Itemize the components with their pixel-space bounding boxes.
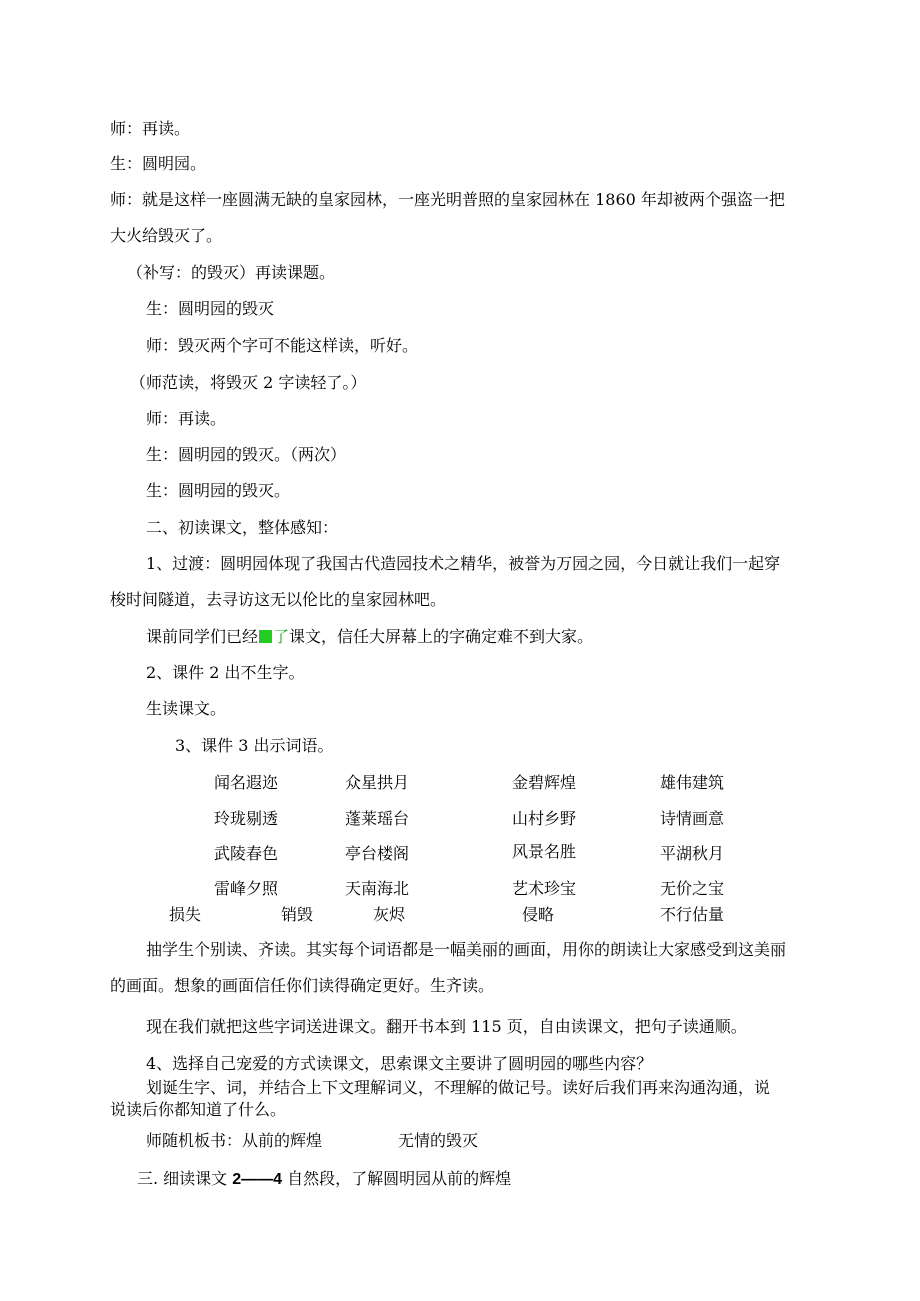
word-cell: 山村乡野 xyxy=(512,809,577,828)
word-cell: 亭台楼阁 xyxy=(345,844,410,863)
para-reading-aloud: 抽学生个别读、齐读。其实每个词语都是一幅美丽的画面，用你的朗读让大家感受到这美丽 xyxy=(146,940,787,959)
board-notes-left: 师随机板书：从前的辉煌 xyxy=(146,1131,323,1150)
line-student-once: 生：圆明园的毁灭。 xyxy=(146,481,291,500)
word-cell: 无价之宝 xyxy=(660,879,725,898)
heading-3-range: 2——4 xyxy=(232,1171,283,1188)
preview-text-start: 课前同学们已经 xyxy=(146,627,259,646)
line-supplement-note: （补写：的毁灭）再读课题。 xyxy=(127,263,336,282)
para-mark-words-cont: 说读后你都知道了什么。 xyxy=(110,1100,287,1119)
word-cell: 雄伟建筑 xyxy=(660,773,725,792)
word-cell: 平湖秋月 xyxy=(660,844,725,863)
board-notes-right: 无情的毁灭 xyxy=(398,1131,479,1150)
line-student-reading: 生：圆明园的毁灭 xyxy=(146,299,275,318)
word-cell: 闻名遐迩 xyxy=(214,773,279,792)
line-teacher-reread-2: 师：再读。 xyxy=(146,409,227,428)
word-cell: 风景名胜 xyxy=(512,842,577,861)
para-transition-cont: 梭时间隧道，去寻访这无以伦比的皇家园林吧。 xyxy=(110,590,447,609)
highlight-mark xyxy=(259,630,272,643)
section-heading-3 xyxy=(137,1169,511,1190)
line-teacher-demo-note: （师范读，将毁灭 2 字读轻了。） xyxy=(130,373,367,392)
para-reading-aloud-cont: 的画面。想象的画面信任你们读得确定更好。生齐读。 xyxy=(110,976,495,995)
heading-3-prefix: 三. 细读课文 xyxy=(137,1169,233,1188)
word-cell: 侵略 xyxy=(522,905,555,924)
preview-text-end: 课文，信任大屏幕上的字确定难不到大家。 xyxy=(289,627,594,646)
word-cell: 诗情画意 xyxy=(660,809,725,828)
word-cell: 武陵春色 xyxy=(214,844,279,863)
word-cell: 玲珑剔透 xyxy=(214,809,279,828)
word-cell: 灰烬 xyxy=(373,905,406,924)
word-cell: 雷峰夕照 xyxy=(214,879,279,898)
step-2: 2、课件 2 出不生字。 xyxy=(146,663,305,682)
word-cell: 天南海北 xyxy=(345,879,410,898)
highlighted-char: 了 xyxy=(273,627,290,646)
para-transition: 1、过渡：圆明园体现了我国古代造园技术之精华，被誉为万园之园，今日就让我们一起穿 xyxy=(146,554,781,573)
line-teacher-narration: 师：就是这样一座圆满无缺的皇家园林，一座光明普照的皇家园林在 1860 年却被两个强盗一把 xyxy=(110,190,785,209)
word-cell: 金碧辉煌 xyxy=(512,773,577,792)
heading-3-suffix: 自然段，了解圆明园从前的辉煌 xyxy=(282,1169,512,1188)
word-cell: 损失 xyxy=(169,905,202,924)
word-cell: 艺术珍宝 xyxy=(512,879,577,898)
para-open-book: 现在我们就把这些字词送进课文。翻开书本到 115 页，自由读课文，把句子读通顺。 xyxy=(146,1017,747,1036)
line-student-twice: 生：圆明园的毁灭。（两次） xyxy=(146,445,347,464)
para-preview xyxy=(146,627,593,647)
section-heading-2: 二、初读课文，整体感知： xyxy=(146,518,339,537)
word-cell: 销毁 xyxy=(281,905,314,924)
line-teacher-narration-cont: 大火给毁灭了。 xyxy=(110,226,223,245)
step-3: 3、课件 3 出示词语。 xyxy=(175,736,334,755)
line-teacher-instruction: 师：毁灭两个字可不能这样读，听好。 xyxy=(146,336,419,355)
student-read-text: 生读课文。 xyxy=(146,699,227,718)
word-cell: 蓬莱瑶台 xyxy=(345,809,410,828)
para-mark-words: 划诞生字、词，并结合上下文理解词义，不理解的做记号。读好后我们再来沟通沟通，说 xyxy=(146,1078,771,1097)
word-cell: 不行估量 xyxy=(660,905,725,924)
word-cell: 众星拱月 xyxy=(345,773,410,792)
line-teacher-reread: 师：再读。 xyxy=(110,119,191,138)
step-4: 4、选择自己宠爱的方式读课文，思索课文主要讲了圆明园的哪些内容？ xyxy=(146,1054,653,1073)
line-student-answer: 生：圆明园。 xyxy=(110,154,207,173)
